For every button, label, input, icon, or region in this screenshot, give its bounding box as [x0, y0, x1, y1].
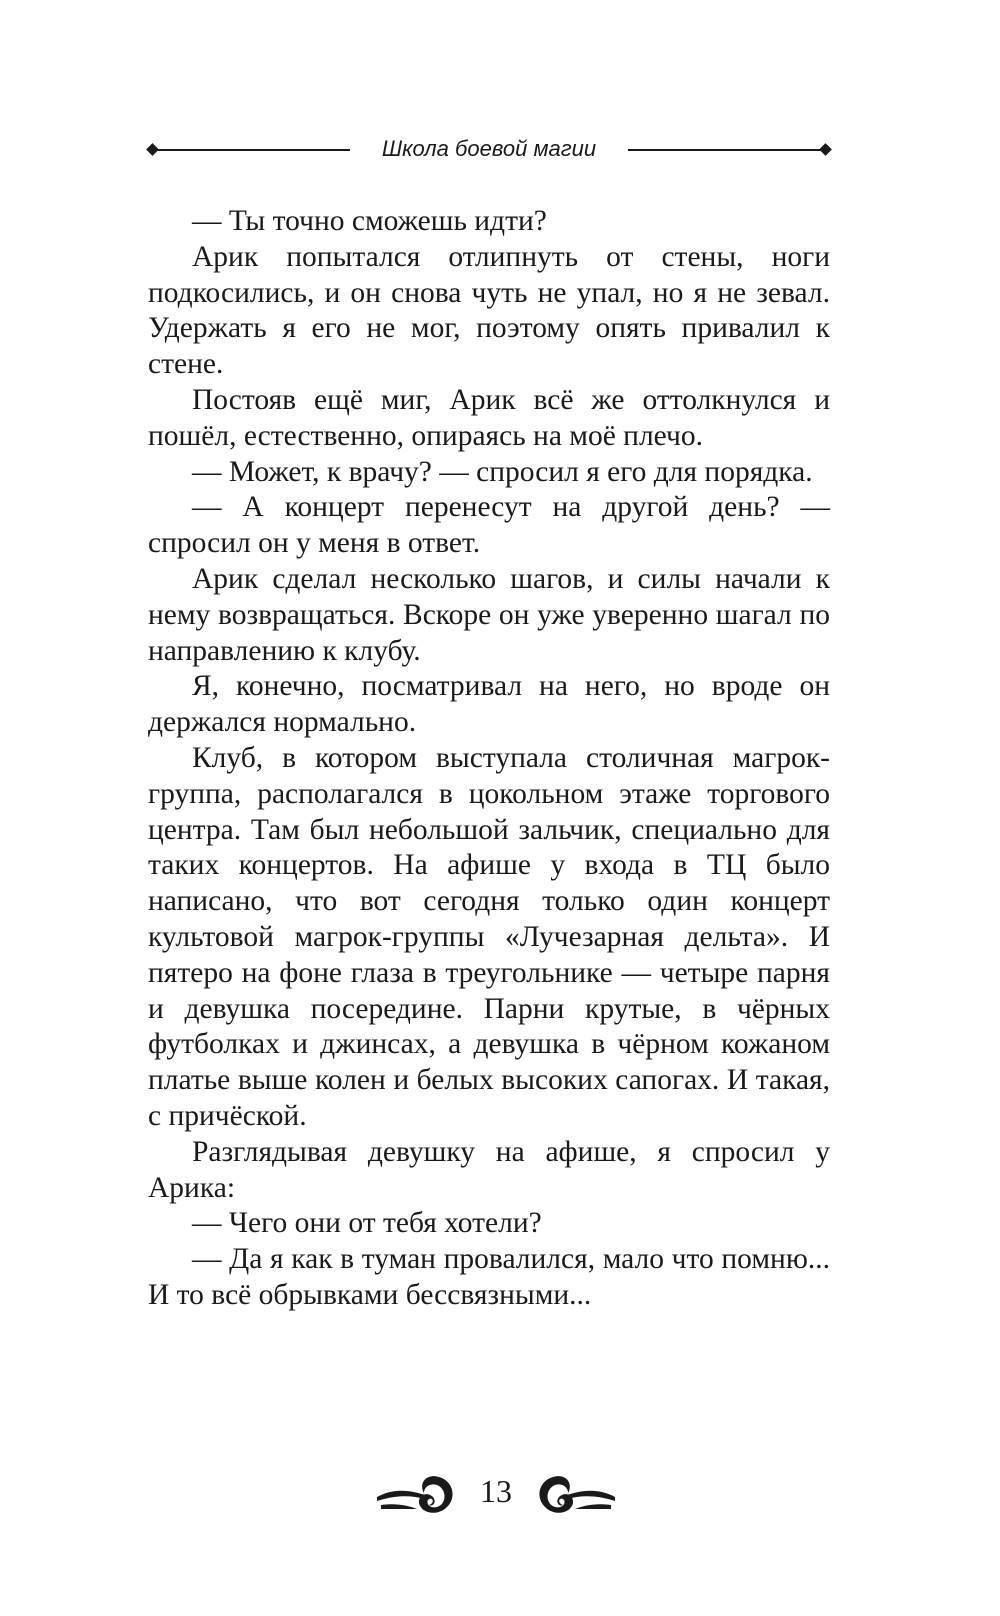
running-header — [148, 130, 830, 170]
paragraph: — Ты точно сможешь идти? — [192, 205, 547, 237]
running-title: Школа боевой магии — [381, 136, 597, 161]
paragraph: Постояв ещё миг, Арик всё же оттолкнулся и пошёл, естественно, опираясь на моё плечо. — [148, 383, 830, 452]
scroll-flourish-left-icon — [375, 1469, 465, 1519]
paragraph: — Да я как в туман провалился, мало что помню... И то всё обрывками бессвязными... — [148, 1243, 830, 1311]
paragraph: Разглядывая девушку на афише, я спросил у Арика: — [148, 1135, 830, 1204]
paragraph: Арик сделал несколько шагов, и силы начали к нему возвращаться. Вскоре он уже уверенно шагал по направлению к клубу. — [148, 562, 830, 667]
paragraph: — Чего они от тебя хотели? — [192, 1207, 542, 1240]
paragraph: — Может, к врачу? — спросил я его для порядка. — [192, 455, 813, 488]
paragraph: Клуб, в котором выступала столичная магрок-группа, располагался в цокольном этаже торгового центра. Там был небольшой зальчик, специально для таких концертов. На афише у входа в ТЦ было написано, что вот сегодня только один концерт культовой магрок-группы «Лучезарная дельта». И пятеро на фоне глаза в треугольнике — четыре парня и девушка посередине. Парни крутые, в чёрных футболках и джинсах, а девушка в чёрном кожаном платье выше колен и белых высоких сапогах. И такая, с причёской. — [148, 741, 830, 1132]
paragraph: Арик попытался отлипнуть от стены, ноги подкосились, и он снова чуть не упал, но я не зевал. Удержать я его не мог, поэтому опять привалил к стене. — [148, 240, 830, 381]
page-number: 13 — [480, 1473, 512, 1509]
header-rule-right — [628, 149, 826, 151]
paragraph: — А концерт перенесут на другой день? — спросил он у меня в ответ. — [148, 491, 830, 560]
body-text — [148, 204, 830, 1314]
page-footer — [0, 1465, 1000, 1525]
scroll-flourish-right-icon — [527, 1469, 617, 1519]
paragraph: Я, конечно, посматривал на него, но вроде он держался нормально. — [148, 670, 830, 739]
